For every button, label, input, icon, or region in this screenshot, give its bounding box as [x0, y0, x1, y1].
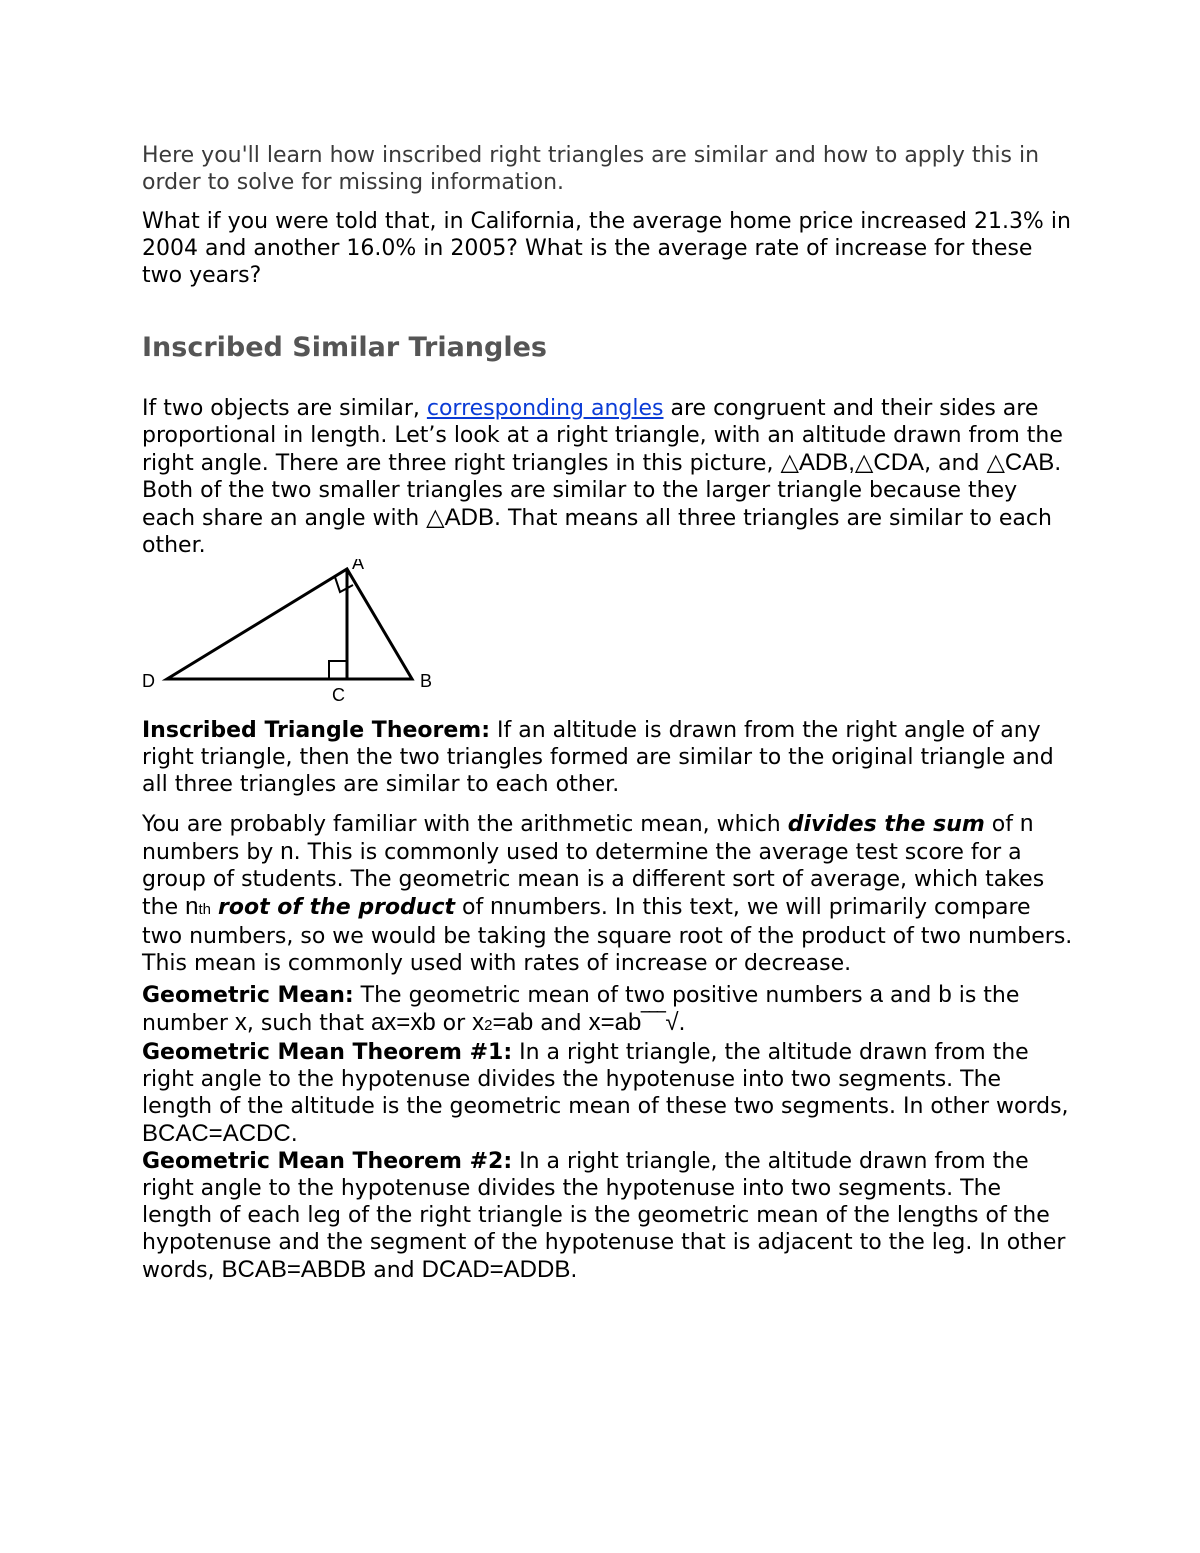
- definition-title: Geometric Mean:: [142, 983, 354, 1008]
- mean-paragraph: [142, 810, 1077, 977]
- theorem-body: In a right triangle, the altitude drawn from the right angle to the hypotenuse divides the hypotenuse into two segments. The length of the altitude is the geometric mean of these two segments. In other words,: [142, 1040, 1069, 1119]
- theorem-title: Geometric Mean Theorem #2:: [142, 1149, 513, 1174]
- math-expression: BCAC=ACDC: [142, 1120, 291, 1147]
- para-text: and: [366, 1258, 422, 1283]
- document-page: [142, 142, 1077, 1284]
- triangle-figure: [142, 559, 442, 709]
- emphasis-text: divides the sum: [787, 812, 985, 837]
- geometric-mean-definition: [142, 981, 1077, 1039]
- para-text: is the number: [142, 983, 1020, 1036]
- vertex-label-c: C: [332, 685, 345, 705]
- para-text: . Both of the two smaller triangles are similar to the larger triangle because they each share an angle with: [142, 451, 1062, 531]
- triangle-outline: [167, 569, 412, 679]
- emphasis-text: root of the product: [217, 895, 456, 920]
- para-text: or: [435, 1011, 473, 1036]
- para-text: If two objects are similar,: [142, 396, 427, 421]
- para-text: and: [533, 1011, 589, 1036]
- triangle-diagram: [142, 559, 442, 709]
- triangle-notation: △ADB,△CDA: [780, 449, 925, 476]
- triangle-notation: △CAB: [986, 449, 1055, 476]
- para-text: You are probably familiar with the arithmetic mean, which: [142, 812, 788, 837]
- theorem-body: In a right triangle, the altitude drawn from the right angle to the hypotenuse divides the hypotenuse into two segments. The length of each leg of the right triangle is the geometric mean of the lengths of the hypotenuse and the segment of the hypotenuse that is adjacent to the leg. In other words,: [142, 1149, 1066, 1283]
- section-heading: Inscribed Similar Triangles: [142, 332, 547, 363]
- similarity-paragraph: [142, 395, 1077, 559]
- triangle-notation: △ADB: [426, 504, 494, 531]
- math-expression: x=ab: [588, 1009, 642, 1036]
- theorem-title: Geometric Mean Theorem #1:: [142, 1040, 513, 1065]
- vertex-label-d: D: [142, 671, 155, 691]
- math-expression: DCAD=ADDB: [421, 1256, 571, 1283]
- theorem-title: Inscribed Triangle Theorem:: [142, 718, 491, 743]
- geometric-mean-theorem-2: [142, 1148, 1077, 1284]
- para-text: numbers by: [142, 840, 281, 865]
- para-text: , such that: [246, 1011, 371, 1036]
- question-text: What if you were told that, in California, the average home price increased 21.3% in 2004 and another 16.0% in 2005? What is the average rate of increase for these two years?: [142, 209, 1071, 288]
- math-expression: ax=xb: [370, 1009, 436, 1036]
- math-superscript: 2: [484, 1017, 493, 1034]
- para-text: numbers. In this text, we will primarily compare two numbers, so we would be taking the square root of the product of two numbers. This mean is commonly used with rates of increase or decrease.: [142, 895, 1073, 976]
- vertex-label-b: B: [420, 671, 433, 691]
- para-text: of: [455, 895, 491, 920]
- right-angle-mark-a: [335, 577, 353, 592]
- geometric-mean-theorem-1: [142, 1039, 1077, 1148]
- math-var: n: [185, 893, 199, 920]
- math-expression: BCAB=ABDB: [221, 1256, 367, 1283]
- math-var: n: [490, 893, 504, 920]
- para-text: .: [678, 1011, 686, 1036]
- right-angle-mark-c: [329, 661, 347, 679]
- inscribed-theorem: [142, 717, 1077, 798]
- para-text: , and: [924, 451, 987, 476]
- math-var: b: [938, 981, 952, 1008]
- math-superscript: th: [198, 901, 211, 918]
- para-text: and: [883, 983, 939, 1008]
- para-text: .: [290, 1122, 298, 1147]
- math-expression: =ab: [492, 1009, 534, 1036]
- para-text: . That means all three triangles are similar to each other.: [142, 506, 1052, 558]
- para-text: . This is commonly used to determine the average test score for a group of students. The geometric mean is a different sort of average, which takes the: [142, 840, 1045, 920]
- math-var: n: [1020, 810, 1034, 837]
- vertex-label-a: A: [352, 559, 365, 573]
- intro-text: Here you'll learn how inscribed right triangles are similar and how to apply this in order to solve for missing information.: [142, 143, 1040, 195]
- math-var: n: [280, 838, 294, 865]
- math-var: x: [234, 1009, 247, 1036]
- para-text: [211, 895, 218, 920]
- theorem-body: If an altitude is drawn from the right angle of any right triangle, then the two triangles formed are similar to the original triangle and all three triangles are similar to each other.: [142, 718, 1054, 797]
- para-text: The geometric mean of two positive numbers: [353, 983, 870, 1008]
- sqrt-symbol: ‾‾‾√: [641, 1009, 679, 1036]
- para-text: .: [570, 1258, 578, 1283]
- math-var: a: [869, 981, 883, 1008]
- para-text: are congruent and their sides are proportional in length. Let’s look at a right triangle, with an altitude drawn from the right angle. There are three right triangles in this picture,: [142, 396, 1063, 476]
- math-var: x: [472, 1009, 485, 1036]
- para-text: of: [984, 812, 1020, 837]
- corresponding-angles-link[interactable]: corresponding angles: [426, 396, 664, 421]
